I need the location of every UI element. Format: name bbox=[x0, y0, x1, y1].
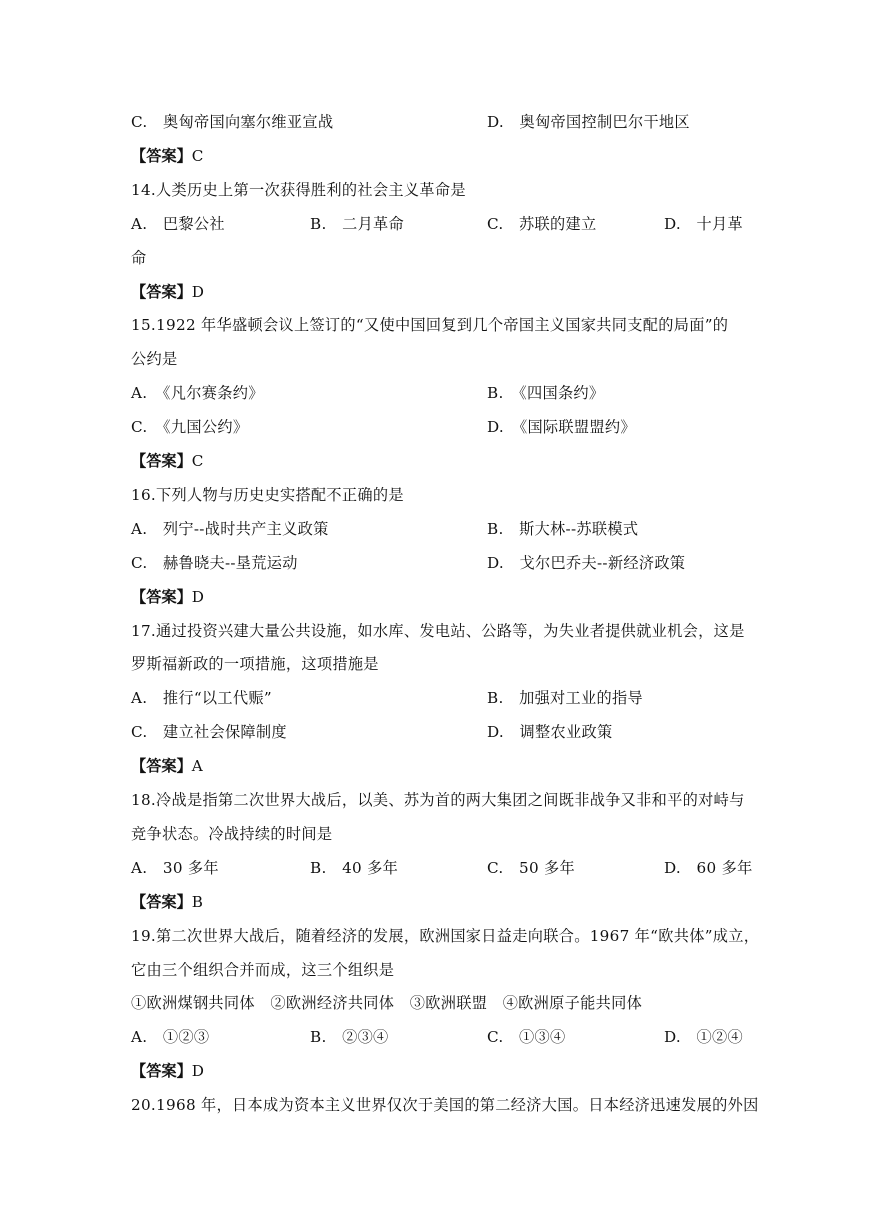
option-d: D. 十月革 bbox=[664, 215, 744, 233]
answer-line bbox=[131, 1061, 204, 1081]
question-text-line: 命 bbox=[131, 249, 147, 267]
question-text-line: 17.通过投资兴建大量公共设施，如水库、发电站、公路等，为失业者提供就业机会，这是 bbox=[131, 622, 745, 640]
question-text-line: 15.1922 年华盛顿会议上签订的“又使中国回复到几个帝国主义国家共同支配的局面”的 bbox=[131, 316, 729, 334]
option-a: A. 巴黎公社 bbox=[131, 215, 225, 233]
answer-value: C bbox=[191, 452, 204, 470]
question-text-line: 16.下列人物与历史史实搭配不正确的是 bbox=[131, 486, 404, 504]
answer-line bbox=[131, 587, 204, 607]
option-d: D. 60 多年 bbox=[664, 859, 753, 877]
option-b: D. 奥匈帝国控制巴尔干地区 bbox=[487, 113, 690, 131]
option-c: C. ①③④ bbox=[487, 1028, 566, 1046]
option-d: D. ①②④ bbox=[664, 1028, 744, 1046]
option-a: A. 《凡尔赛条约》 bbox=[131, 384, 264, 402]
option-b: B. 二月革命 bbox=[310, 215, 405, 233]
answer-line bbox=[131, 892, 203, 912]
answer-line bbox=[131, 451, 203, 471]
answer-label: 【答案】 bbox=[131, 588, 192, 606]
question-text-line: 19.第二次世界大战后，随着经济的发展，欧洲国家日益走向联合。1967 年“欧共体”成立， bbox=[131, 927, 760, 945]
option-b: B. 《四国条约》 bbox=[487, 384, 605, 402]
question-text-line: 它由三个组织合并而成，这三个组织是 bbox=[131, 961, 395, 979]
option-a: A. 推行“以工代赈” bbox=[131, 689, 272, 707]
answer-label: 【答案】 bbox=[131, 893, 192, 911]
option-a: C. 《九国公约》 bbox=[131, 418, 249, 436]
option-b: B. 加强对工业的指导 bbox=[487, 689, 643, 707]
option-a: C. 赫鲁晓夫--垦荒运动 bbox=[131, 554, 298, 572]
answer-label: 【答案】 bbox=[131, 757, 192, 775]
question-text-line: 20.1968 年，日本成为资本主义世界仅次于美国的第二经济大国。日本经济迅速发展的外因 bbox=[131, 1096, 759, 1114]
answer-value: A bbox=[191, 757, 203, 775]
question-text-line: 罗斯福新政的一项措施，这项措施是 bbox=[131, 655, 379, 673]
option-c: C. 苏联的建立 bbox=[487, 215, 597, 233]
answer-line bbox=[131, 756, 203, 776]
option-a: A. ①②③ bbox=[131, 1028, 210, 1046]
option-c: C. 50 多年 bbox=[487, 859, 576, 877]
answer-line bbox=[131, 146, 203, 166]
answer-line bbox=[131, 282, 204, 302]
option-a: C. 奥匈帝国向塞尔维亚宣战 bbox=[131, 113, 334, 131]
answer-label: 【答案】 bbox=[131, 452, 192, 470]
answer-label: 【答案】 bbox=[131, 283, 192, 301]
option-a: A. 列宁--战时共产主义政策 bbox=[131, 520, 329, 538]
option-b: B. ②③④ bbox=[310, 1028, 389, 1046]
option-b: B. 斯大林--苏联模式 bbox=[487, 520, 639, 538]
answer-value: D bbox=[191, 588, 204, 606]
question-text-line: 公约是 bbox=[131, 350, 178, 368]
question-text-line: ①欧洲煤钢共同体 ②欧洲经济共同体 ③欧洲联盟 ④欧洲原子能共同体 bbox=[131, 994, 643, 1012]
answer-value: D bbox=[191, 283, 204, 301]
option-b: D. 《国际联盟盟约》 bbox=[487, 418, 636, 436]
question-text-line: 14.人类历史上第一次获得胜利的社会主义革命是 bbox=[131, 181, 466, 199]
answer-label: 【答案】 bbox=[131, 147, 192, 165]
option-b: D. 调整农业政策 bbox=[487, 723, 613, 741]
option-b: B. 40 多年 bbox=[310, 859, 399, 877]
answer-value: C bbox=[191, 147, 204, 165]
question-text-line: 竞争状态。冷战持续的时间是 bbox=[131, 825, 333, 843]
question-text-line: 18.冷战是指第二次世界大战后，以美、苏为首的两大集团之间既非战争又非和平的对峙与 bbox=[131, 791, 745, 809]
option-a: A. 30 多年 bbox=[131, 859, 219, 877]
option-a: C. 建立社会保障制度 bbox=[131, 723, 287, 741]
answer-label: 【答案】 bbox=[131, 1062, 192, 1080]
option-b: D. 戈尔巴乔夫--新经济政策 bbox=[487, 554, 686, 572]
answer-value: B bbox=[191, 893, 203, 911]
answer-value: D bbox=[191, 1062, 204, 1080]
